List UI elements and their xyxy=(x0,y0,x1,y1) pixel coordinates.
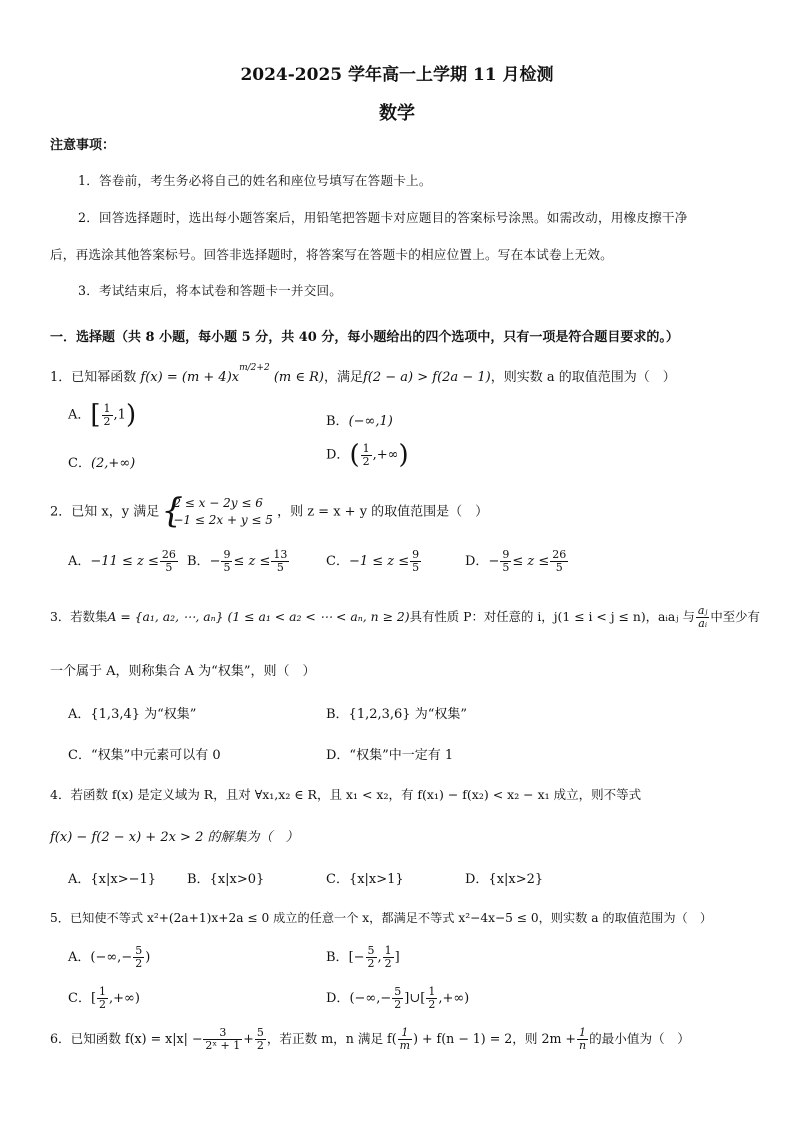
q3-option-c[interactable]: C．“权集”中元素可以有 0 xyxy=(68,748,221,763)
q3-frac-den: aᵢ xyxy=(698,617,708,630)
q5-d-den2: 2 xyxy=(428,998,436,1011)
q4-option-d[interactable]: D．{x|x>2} xyxy=(465,872,544,887)
q1-d-tail: ,+∞ xyxy=(372,447,399,463)
q4-option-a[interactable]: A．{x|x>−1} xyxy=(68,872,157,887)
question-4: 4．若函数 f(x) 是定义域为 R，且对 ∀x₁,x₂ ∈ R，且 x₁ < x₂，有 f(x₁) − f(x₂) < x₂ − x₁ 成立，则不等式 xyxy=(50,787,642,802)
q2-option-b[interactable]: B．− $\frac{9}{5}$ ≤ z ≤ $\frac{13}{5}$ xyxy=(187,548,288,574)
q3-option-b[interactable]: B．{1,2,3,6} 为“权集” xyxy=(326,707,468,722)
q5-option-c[interactable] xyxy=(68,986,140,1011)
q5-d-mid: ]∪[ xyxy=(404,991,426,1006)
q2-d-num1: 9 xyxy=(502,548,510,561)
q5-d-den1: 2 xyxy=(394,998,402,1011)
q2-b-num1: 9 xyxy=(223,548,231,561)
question-2 xyxy=(50,495,488,529)
q5-b-num2: 1 xyxy=(384,944,392,957)
q5-b-pre: [− xyxy=(348,950,365,965)
q5-c-den: 2 xyxy=(99,998,107,1011)
q3-set: A = {a₁, a₂, ⋯, aₙ} (1 ≤ a₁ < a₂ < ⋯ < aₙ, n ≥ 2) xyxy=(107,609,410,624)
q5-option-c-label: C． xyxy=(68,991,91,1006)
q5-option-d[interactable] xyxy=(326,986,469,1011)
q5-option-b[interactable] xyxy=(326,945,400,970)
q3-line-2: 一个属于 A，则称集合 A 为“权集”，则（ ） xyxy=(50,664,316,679)
q2-d-den1: 5 xyxy=(502,561,510,574)
q4-line-2: f(x) − f(2 − x) + 2x > 2 的解集为（ ） xyxy=(50,830,299,845)
q2-a-pre: −11 ≤ z ≤ xyxy=(90,554,159,569)
q5-a-tail: ) xyxy=(145,950,151,965)
q1-option-a[interactable]: A．[ $\frac{1}{2}$ ,1) xyxy=(68,400,137,430)
q6-f3-num: 1 xyxy=(398,1027,412,1040)
q2-option-c[interactable] xyxy=(326,549,422,574)
q2-c-pre: −1 ≤ z ≤ xyxy=(348,554,410,569)
q5-option-d-label: D． xyxy=(326,991,350,1006)
q5-b-num1: 5 xyxy=(367,944,375,957)
q5-c-num: 1 xyxy=(99,985,107,998)
question-1 xyxy=(50,362,676,385)
q2-a-den: 5 xyxy=(165,561,173,574)
q2-b-den1: 5 xyxy=(223,561,231,574)
q5-d-pre: (−∞,− xyxy=(349,991,392,1006)
q1-option-a-label: A． xyxy=(68,407,91,423)
q5-c-tail: ,+∞) xyxy=(109,991,140,1006)
q5-d-num1: 5 xyxy=(394,985,402,998)
section-heading: 一．选择题（共 8 小题，每小题 5 分，共 40 分，每小题给出的四个选项中，只有一项是符合题目要求的。） xyxy=(50,330,679,345)
q5-option-b-label: B． xyxy=(326,950,349,965)
q4-option-b[interactable]: B．{x|x>0} xyxy=(187,872,265,887)
q6-f2-num: 5 xyxy=(256,1026,264,1039)
q2-b-num2: 13 xyxy=(273,548,288,561)
q1-option-c-value: (2,+∞) xyxy=(90,456,136,471)
q1-exponent: m/2+2 xyxy=(239,362,270,373)
q2-line-2: −1 ≤ 2x + y ≤ 5 xyxy=(173,513,273,527)
q4-option-c[interactable]: C．{x|x>1} xyxy=(326,872,404,887)
q2-c-den: 5 xyxy=(412,561,420,574)
q6-prefix: 6．已知函数 f(x) = x|x| − xyxy=(50,1031,203,1046)
q1-prefix: 1．已知幂函数 xyxy=(50,370,137,385)
q1-d-den: 2 xyxy=(362,454,370,468)
q3-tail: 中至少有 xyxy=(710,609,760,624)
q1-a-tail: ,1 xyxy=(113,407,126,423)
q5-a-pre: (−∞,− xyxy=(90,950,133,965)
q1-option-c-label: C． xyxy=(68,456,91,471)
q6-f4-den: n xyxy=(578,1039,587,1052)
q6-suffix: 的最小值为（ ） xyxy=(589,1031,690,1046)
q1-option-c[interactable] xyxy=(68,452,135,471)
q5-a-den: 2 xyxy=(135,957,143,970)
q6-plus: + xyxy=(243,1031,254,1046)
q5-d-tail: ,+∞) xyxy=(438,991,470,1006)
q6-f1-den: 2ˣ + 1 xyxy=(205,1039,241,1052)
q2-suffix: ，则 z = x + y 的取值范围是（ ） xyxy=(277,504,489,520)
q3-mid: 具有性质 P：对任意的 i，j(1 ≤ i < j ≤ n)，aᵢaⱼ 与 xyxy=(409,609,695,624)
q1-option-b[interactable] xyxy=(326,410,393,429)
q1-a-num: 1 xyxy=(103,401,111,415)
q6-mid: ，若正数 m，n 满足 f( xyxy=(266,1031,397,1046)
q5-b-den2: 2 xyxy=(384,957,392,970)
q6-mid2: ) + f(n − 1) = 2，则 2m + xyxy=(413,1031,576,1046)
q1-suffix: ，则实数 a 的取值范围为（ ） xyxy=(490,370,676,385)
q6-f1-num: 3 xyxy=(203,1027,242,1040)
q1-a-den: 2 xyxy=(103,414,111,428)
q3-option-a[interactable]: A．{1,3,4} 为“权集” xyxy=(68,707,197,722)
q1-d-num: 1 xyxy=(362,441,370,455)
q1-option-b-value: (−∞,1) xyxy=(348,414,393,429)
q3-frac-num: aⱼ xyxy=(697,604,708,617)
q6-f3-den: m xyxy=(399,1039,411,1052)
q5-option-a[interactable] xyxy=(68,945,150,970)
q2-d-num2: 26 xyxy=(552,548,567,561)
q2-prefix: 2．已知 x，y 满足 xyxy=(50,504,160,520)
q3-prefix: 3．若数集 xyxy=(50,609,108,624)
q3-option-d[interactable]: D．“权集”中一定有 1 xyxy=(326,748,454,763)
q2-d-den2: 5 xyxy=(555,561,563,574)
question-5: 5．已知使不等式 x²+(2a+1)x+2a ≤ 0 成立的任意一个 x，都满足不等式 x²−4x−5 ≤ 0，则实数 a 的取值范围为（ ） xyxy=(50,911,713,925)
q5-b-tail: ] xyxy=(394,950,400,965)
q1-mid: ，满足 xyxy=(323,370,363,385)
q1-function: f(x) = (m + 4)x xyxy=(140,370,240,385)
notice-item-3: 3．考试结束后，将本试卷和答题卡一并交回。 xyxy=(78,283,343,298)
q2-b-mid: ≤ z ≤ xyxy=(233,554,271,569)
notice-item-2b: 后，再选涂其他答案标号。回答非选择题时，将答案写在答题卡的相应位置上。写在本试卷上无效。 xyxy=(50,247,613,262)
q2-a-num: 26 xyxy=(161,548,176,561)
subject-title: 数学 xyxy=(379,103,415,124)
q1-domain: (m ∈ R) xyxy=(273,370,324,385)
notice-item-1: 1．答卷前，考生务必将自己的姓名和座位号填写在答题卡上。 xyxy=(78,173,432,188)
q2-b-den2: 5 xyxy=(276,561,284,574)
q2-option-d-label: D． xyxy=(465,554,489,569)
q6-f4-num: 1 xyxy=(577,1027,588,1040)
q1-option-d-label: D． xyxy=(326,447,350,463)
q2-system xyxy=(163,495,273,529)
question-3 xyxy=(50,605,760,630)
notice-item-2a: 2．回答选择题时，选出每小题答案后，用铅笔把答题卡对应题目的答案标号涂黑。如需改动，用橡皮擦干净 xyxy=(78,210,688,225)
q5-b-den1: 2 xyxy=(367,957,375,970)
q5-c-pre: [ xyxy=(90,991,97,1006)
q2-d-mid: ≤ z ≤ xyxy=(512,554,550,569)
exam-title: 2024-2025 学年高一上学期 11 月检测 xyxy=(240,65,554,85)
q2-option-a-label: A． xyxy=(68,554,91,569)
q2-option-a[interactable] xyxy=(68,549,179,574)
notice-heading: 注意事项： xyxy=(50,138,116,153)
question-6 xyxy=(50,1027,690,1052)
q6-f2-den: 2 xyxy=(256,1039,264,1052)
q1-option-d[interactable]: D．( $\frac{1}{2}$ ,+∞) xyxy=(326,440,409,470)
q5-a-num: 5 xyxy=(135,944,143,957)
q2-option-d[interactable]: D．− $\frac{9}{5}$ ≤ z ≤ $\frac{26}{5}$ xyxy=(465,548,567,574)
q5-b-mid: , xyxy=(377,950,382,965)
q1-inequality: f(2 − a) > f(2a − 1) xyxy=(362,370,491,385)
q2-c-num: 9 xyxy=(412,548,420,561)
q5-d-num2: 1 xyxy=(428,985,436,998)
q2-line-1: { 2 ≤ x − 2y ≤ 6 xyxy=(173,496,263,510)
q2-option-c-label: C． xyxy=(326,554,349,569)
q1-option-b-label: B． xyxy=(326,414,349,429)
q5-option-a-label: A． xyxy=(68,950,91,965)
q2-option-b-label: B． xyxy=(187,554,210,569)
